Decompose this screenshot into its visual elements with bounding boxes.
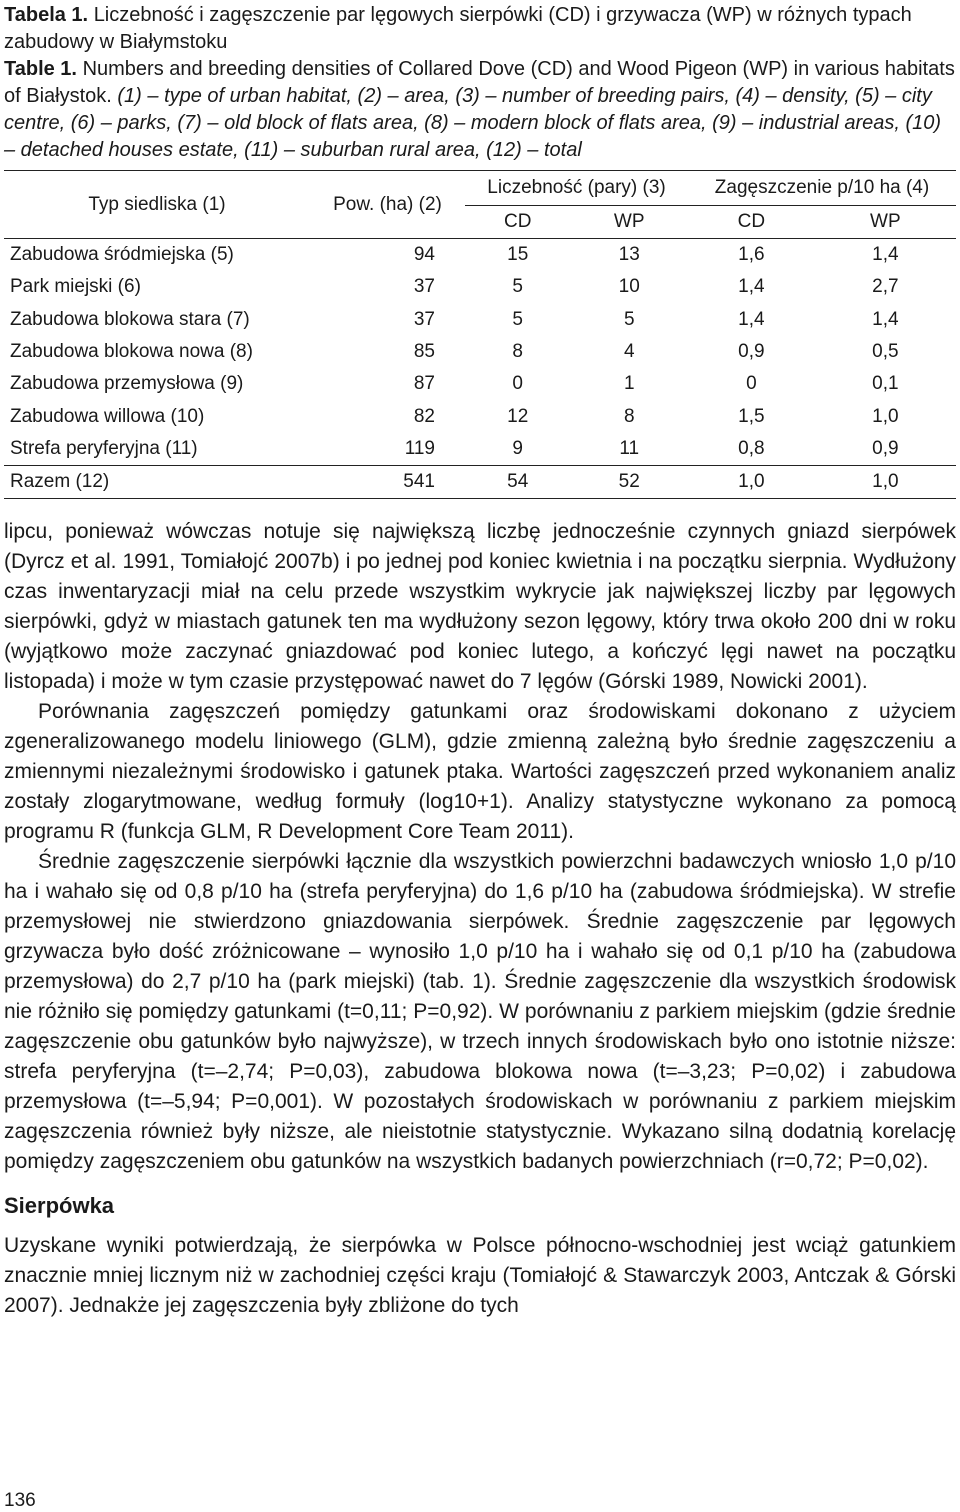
cell-area: 94	[413, 244, 435, 266]
cell-wp-numbers: 10	[618, 276, 640, 298]
header-habitat: Typ siedliska (1)	[4, 171, 310, 239]
cell-habitat: Zabudowa blokowa stara (7)	[10, 308, 250, 330]
cell-cd-density: 0	[746, 373, 757, 395]
caption-text-polish: Liczebność i zagęszczenie par lęgowych sierpówki (CD) i grzywacza (WP) w różnych typach zabudowy w Białymstoku	[4, 4, 912, 53]
cell-cd-numbers: 15	[507, 244, 529, 266]
subheader-wp-density: WP	[815, 206, 956, 239]
cell-area: 82	[413, 405, 435, 427]
header-area: Pow. (ha) (2)	[310, 171, 465, 239]
header-density: Zagęszczenie p/10 ha (4)	[688, 171, 956, 206]
subheader-wp-numbers: WP	[570, 206, 688, 239]
subheader-cd-density: CD	[688, 206, 815, 239]
cell-area: 87	[413, 373, 435, 395]
table-row	[4, 239, 956, 272]
cell-cd-density: 1,5	[738, 405, 765, 427]
cell-wp-density: 0,1	[872, 373, 899, 395]
caption-label-english: Table 1.	[4, 58, 77, 80]
table-row	[4, 433, 956, 466]
cell-wp-numbers: 4	[623, 341, 635, 363]
table-row	[4, 368, 956, 400]
cell-cd-density: 0,8	[738, 437, 765, 459]
cell-cd-numbers: 8	[512, 341, 523, 363]
table-row	[4, 271, 956, 303]
cell-cd-numbers: 5	[512, 276, 523, 298]
cell-wp-numbers: 1	[623, 373, 635, 395]
cell-wp-numbers: 13	[618, 244, 640, 266]
cell-habitat: Zabudowa przemysłowa (9)	[10, 373, 244, 395]
caption-text-english: Numbers and breeding densities of Collared Dove (CD) and Wood Pigeon (WP) in various habitats of Białystok.	[4, 58, 955, 107]
cell-wp-numbers: 5	[623, 308, 635, 330]
paragraph: Uzyskane wyniki potwierdzają, że sierpówka w Polsce północno-wschodniej jest wciąż gatunkiem znacznie mniej licznym niż w zachodniej części kraju (Tomiałojć & Stawarczyk 2003, Antczak & Górski 2007). Jednakże jej zagęszczenia były zbliżone do tych	[4, 1234, 956, 1317]
cell-wp-numbers: 8	[623, 405, 635, 427]
header-numbers: Liczebność (pary) (3)	[465, 171, 688, 206]
cell-cd-numbers: 0	[512, 373, 523, 395]
cell-habitat: Zabudowa blokowa nowa (8)	[10, 341, 253, 363]
cell-wp-density: 1,4	[872, 308, 899, 330]
table-total-row	[4, 466, 956, 499]
cell-habitat: Zabudowa willowa (10)	[10, 405, 205, 427]
cell-total-cd-density: 1,0	[688, 466, 815, 499]
paragraph: lipcu, ponieważ wówczas notuje się największą liczbę jednocześnie czynnych gniazd sierpówek (Dyrcz et al. 1991, Tomiałojć 2007b) i po jednej pod koniec kwietnia i na początku sierpnia. Wydłużony czas inwentaryzacji miał na celu przede wszystkim wykrycie jak największej liczby par lęgowych sierpówki, gdyż w miastach gatunek ten ma wydłużony sezon lęgowy, który trwa około 200 dni w roku (wyjątkowo może zaczynać gniazdować pod koniec lutego, a kończyć lęgi nawet na początku listopada) i może w tym czasie przystępować nawet do 7 lęgów (Górski 1989, Nowicki 2001).	[4, 520, 956, 693]
cell-total-label: Razem (12)	[4, 466, 310, 499]
cell-wp-density: 0,9	[872, 437, 899, 459]
cell-area: 85	[413, 341, 435, 363]
cell-cd-density: 1,6	[738, 244, 765, 266]
caption-legend-english: (1) – type of urban habitat, (2) – area, (3) – number of breeding pairs, (4) – density, (5) – city centre, (6) – parks, (7) – old block of flats area, (8) – modern block of flats area, (9) – industrial areas, (10) – detached houses estate, (11) – suburban rural area, (12) – total	[4, 85, 942, 161]
cell-wp-density: 1,4	[872, 244, 899, 266]
cell-wp-numbers: 11	[619, 437, 640, 459]
table-row	[4, 400, 956, 432]
cell-cd-density: 0,9	[738, 341, 765, 363]
cell-total-area: 541	[310, 466, 465, 499]
data-table	[4, 170, 956, 499]
paragraph: Porównania zagęszczeń pomiędzy gatunkami oraz środowiskami dokonano z użyciem zgeneralizowanego modelu liniowego (GLM), gdzie zmienną zależną było średnie zagęszczeniu a zmiennymi niezależnymi środowisko i gatunek ptaka. Wartości zagęszczeń przed wykonaniem analiz zostały zlogarytmowane, według formuły (log10+1). Analizy statystyczne wykonano za pomocą programu R (funkcja GLM, R Development Core Team 2011).	[4, 700, 956, 843]
paragraph: Średnie zagęszczenie sierpówki łącznie dla wszystkich powierzchni badawczych wniosło 1,0 p/10 ha i wahało się od 0,8 p/10 ha (strefa peryferyjna) do 1,6 p/10 ha (zabudowa śródmiejska). W strefie przemysłowej nie stwierdzono gniazdowania sierpówek. Średnie zagęszczenie par lęgowych grzywacza było dość zróżnicowane – wynosiło 1,0 p/10 ha i wahało się od 0,1 p/10 ha (zabudowa przemysłowa) do 2,7 p/10 ha (park miejski) (tab. 1). Średnie zagęszczenie dla wszystkich środowisk nie różniło się pomiędzy gatunkami (t=0,11; P=0,92). W porównaniu z parkiem miejskim (gdzie średnie zagęszczenie obu gatunków było najwyższe), w trzech innych środowiskach było ono istotnie niższe: strefa peryferyjna (t=–2,74; P=0,03), zabudowa blokowa nowa (t=–3,23; P=0,02) i zabudowa przemysłowa (t=–5,94; P=0,001). W pozostałych środowiskach w porównaniu z parkiem miejskim zagęszczenia również były niższe, ale nieistotnie statystycznie. Wykazano silną dodatnią korelację pomiędzy zagęszczeniem obu gatunków na wszystkich badanych powierzchniach (r=0,72; P=0,02).	[4, 850, 956, 1173]
caption-label-polish: Tabela 1.	[4, 4, 89, 26]
cell-area: 37	[413, 308, 435, 330]
cell-habitat: Zabudowa śródmiejska (5)	[10, 244, 234, 266]
table-caption-english	[4, 56, 956, 164]
cell-habitat: Strefa peryferyjna (11)	[10, 437, 198, 459]
cell-area: 119	[404, 437, 435, 459]
cell-total-wp-density: 1,0	[815, 466, 956, 499]
table-row	[4, 336, 956, 368]
table-caption-polish	[4, 2, 956, 56]
cell-cd-density: 1,4	[738, 276, 765, 298]
body-text	[4, 517, 956, 1321]
cell-total-wp-numbers: 52	[570, 466, 688, 499]
cell-wp-density: 2,7	[872, 276, 899, 298]
cell-cd-density: 1,4	[738, 308, 765, 330]
subheader-cd-numbers: CD	[465, 206, 570, 239]
cell-total-cd-numbers: 54	[465, 466, 570, 499]
cell-wp-density: 0,5	[872, 341, 899, 363]
cell-habitat: Park miejski (6)	[10, 276, 141, 298]
page-number: 136	[4, 1490, 36, 1511]
section-heading: Sierpówka	[4, 1193, 115, 1218]
cell-cd-numbers: 5	[512, 308, 523, 330]
table-row	[4, 304, 956, 336]
cell-wp-density: 1,0	[872, 405, 899, 427]
cell-cd-numbers: 12	[507, 405, 529, 427]
cell-area: 37	[413, 276, 435, 298]
cell-cd-numbers: 9	[512, 437, 523, 459]
